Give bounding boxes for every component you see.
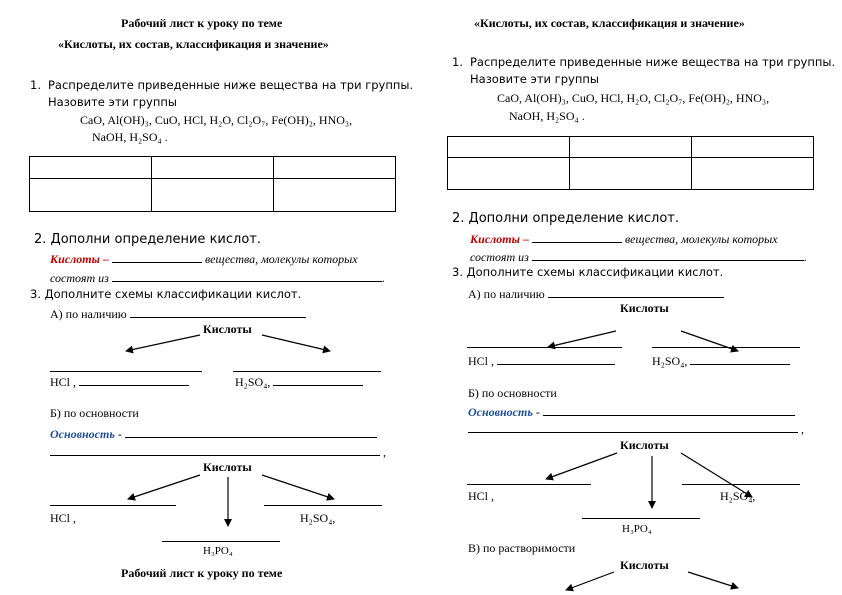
acid-definition [50,251,358,265]
hcl-label: HCl , [468,354,495,368]
acids-label-2: Кислоты [203,460,252,474]
definition-text: вещества, молекулы которых [204,252,358,266]
task1-instruction: Распределите приведенные ниже вещества на три группы. [470,55,836,69]
task3-heading: 3. Дополните схемы классификации кислот. [30,287,302,301]
term-acids: Кислоты – [50,252,109,266]
term-basicity: Основность [468,405,533,419]
h2so4-label-2: H₂SO₄, [300,511,336,525]
definition-text-2: состоят из [50,271,109,285]
table-cell[interactable] [448,137,570,158]
answer-line[interactable] [682,484,800,485]
table-cell[interactable] [570,158,692,190]
classification-a-blank[interactable] [548,286,724,298]
definition-blank-2[interactable] [532,249,804,261]
task3-heading: 3. Дополните схемы классификации кислот. [452,265,724,279]
arrow [566,572,614,590]
table-cell[interactable] [30,179,152,212]
table-cell[interactable] [152,179,274,212]
classification-a-blank[interactable] [130,306,306,318]
substances-list-2: NaOH, H₂SO₄ . [509,109,585,123]
definition-blank-2[interactable] [112,270,382,282]
table-cell[interactable] [448,158,570,190]
task1-instruction-2: Назовите эти группы [470,72,599,86]
classification-a-label: А) по наличию [468,287,545,301]
term-acids: Кислоты – [470,232,529,246]
classification-b-label: Б) по основности [468,386,557,400]
task1-number: 1. [452,55,463,69]
answer-line[interactable] [582,518,700,519]
hcl-label-2: HCl , [468,489,495,503]
answer-blank[interactable] [690,353,790,365]
definition-text: вещества, молекулы которых [624,232,778,246]
h2so4-label: H₂SO₄, [652,354,688,368]
table-cell[interactable] [274,179,396,212]
table-cell[interactable] [692,137,814,158]
table-cell[interactable] [274,157,396,179]
definition-blank[interactable] [532,231,622,243]
answer-line[interactable] [264,505,382,506]
table-cell[interactable] [152,157,274,179]
definition-text-2: состоят из [470,250,529,264]
hcl-label: HCl , [50,375,77,389]
h3po4-label: H₃PO₄ [622,523,652,535]
term-basicity: Основность [50,427,115,441]
dash: - [535,405,540,419]
task1-number: 1. [30,78,41,92]
acids-label-2: Кислоты [620,438,669,452]
arrow [128,475,200,499]
answer-line[interactable] [467,347,622,348]
groups-table [29,156,396,212]
arrow [548,331,616,347]
substances-list-2: NaOH, H₂SO₄ . [92,130,168,144]
classification-v-label: В) по растворимости [468,541,576,555]
acid-definition [470,231,778,245]
answer-line[interactable] [467,484,591,485]
topic-title: «Кислоты, их состав, классификация и значение» [474,16,745,30]
footer-title: Рабочий лист к уроку по теме [121,566,283,580]
acids-label-3: Кислоты [620,558,669,572]
h3po4-label: H₃PO₄ [203,545,233,557]
answer-line[interactable] [50,371,202,372]
worksheet-title: Рабочий лист к уроку по теме [121,16,283,30]
answer-blank[interactable] [497,353,615,365]
task2-heading: 2. Дополни определение кислот. [452,211,679,226]
comma: , [383,445,386,459]
h2so4-label-2: H₂SO₄, [720,489,756,503]
arrow [681,331,738,351]
basicity-blank-2[interactable] [468,421,798,433]
basicity-blank-2[interactable] [50,444,380,456]
hcl-label-2: HCl , [50,511,77,525]
arrow [688,572,738,588]
groups-table [447,136,814,190]
comma: , [801,422,804,436]
arrow [546,453,617,479]
acids-label: Кислоты [620,301,669,315]
answer-line[interactable] [233,371,381,372]
topic-title: «Кислоты, их состав, классификация и значение» [58,37,329,51]
answer-line[interactable] [50,505,176,506]
acids-label: Кислоты [203,322,252,336]
arrow [262,475,334,499]
substances-list: CaO, Al(OH)₃, CuO, HCl, H₂O, Cl₂O₇, Fe(OH)₂, HNO₃, [80,113,353,127]
arrow [262,335,330,351]
task1-instruction-2: Назовите эти группы [48,95,177,109]
basicity-blank[interactable] [125,426,377,438]
classification-b-label: Б) по основности [50,406,139,420]
table-cell[interactable] [30,157,152,179]
answer-line[interactable] [162,541,280,542]
table-cell[interactable] [692,158,814,190]
task1-instruction: Распределите приведенные ниже вещества на три группы. [48,78,414,92]
answer-blank[interactable] [273,374,363,386]
task2-heading: 2. Дополни определение кислот. [34,232,261,247]
classification-a-label: А) по наличию [50,307,127,321]
answer-blank[interactable] [79,374,189,386]
answer-line[interactable] [652,347,800,348]
substances-list: CaO, Al(OH)₃, CuO, HCl, H₂O, Cl₂O₇, Fe(OH)₂, HNO₃, [497,91,770,105]
basicity-blank[interactable] [543,404,795,416]
dash: - [117,427,122,441]
h2so4-label: H₂SO₄, [235,375,271,389]
table-cell[interactable] [570,137,692,158]
arrow [126,335,200,351]
definition-blank[interactable] [112,251,202,263]
